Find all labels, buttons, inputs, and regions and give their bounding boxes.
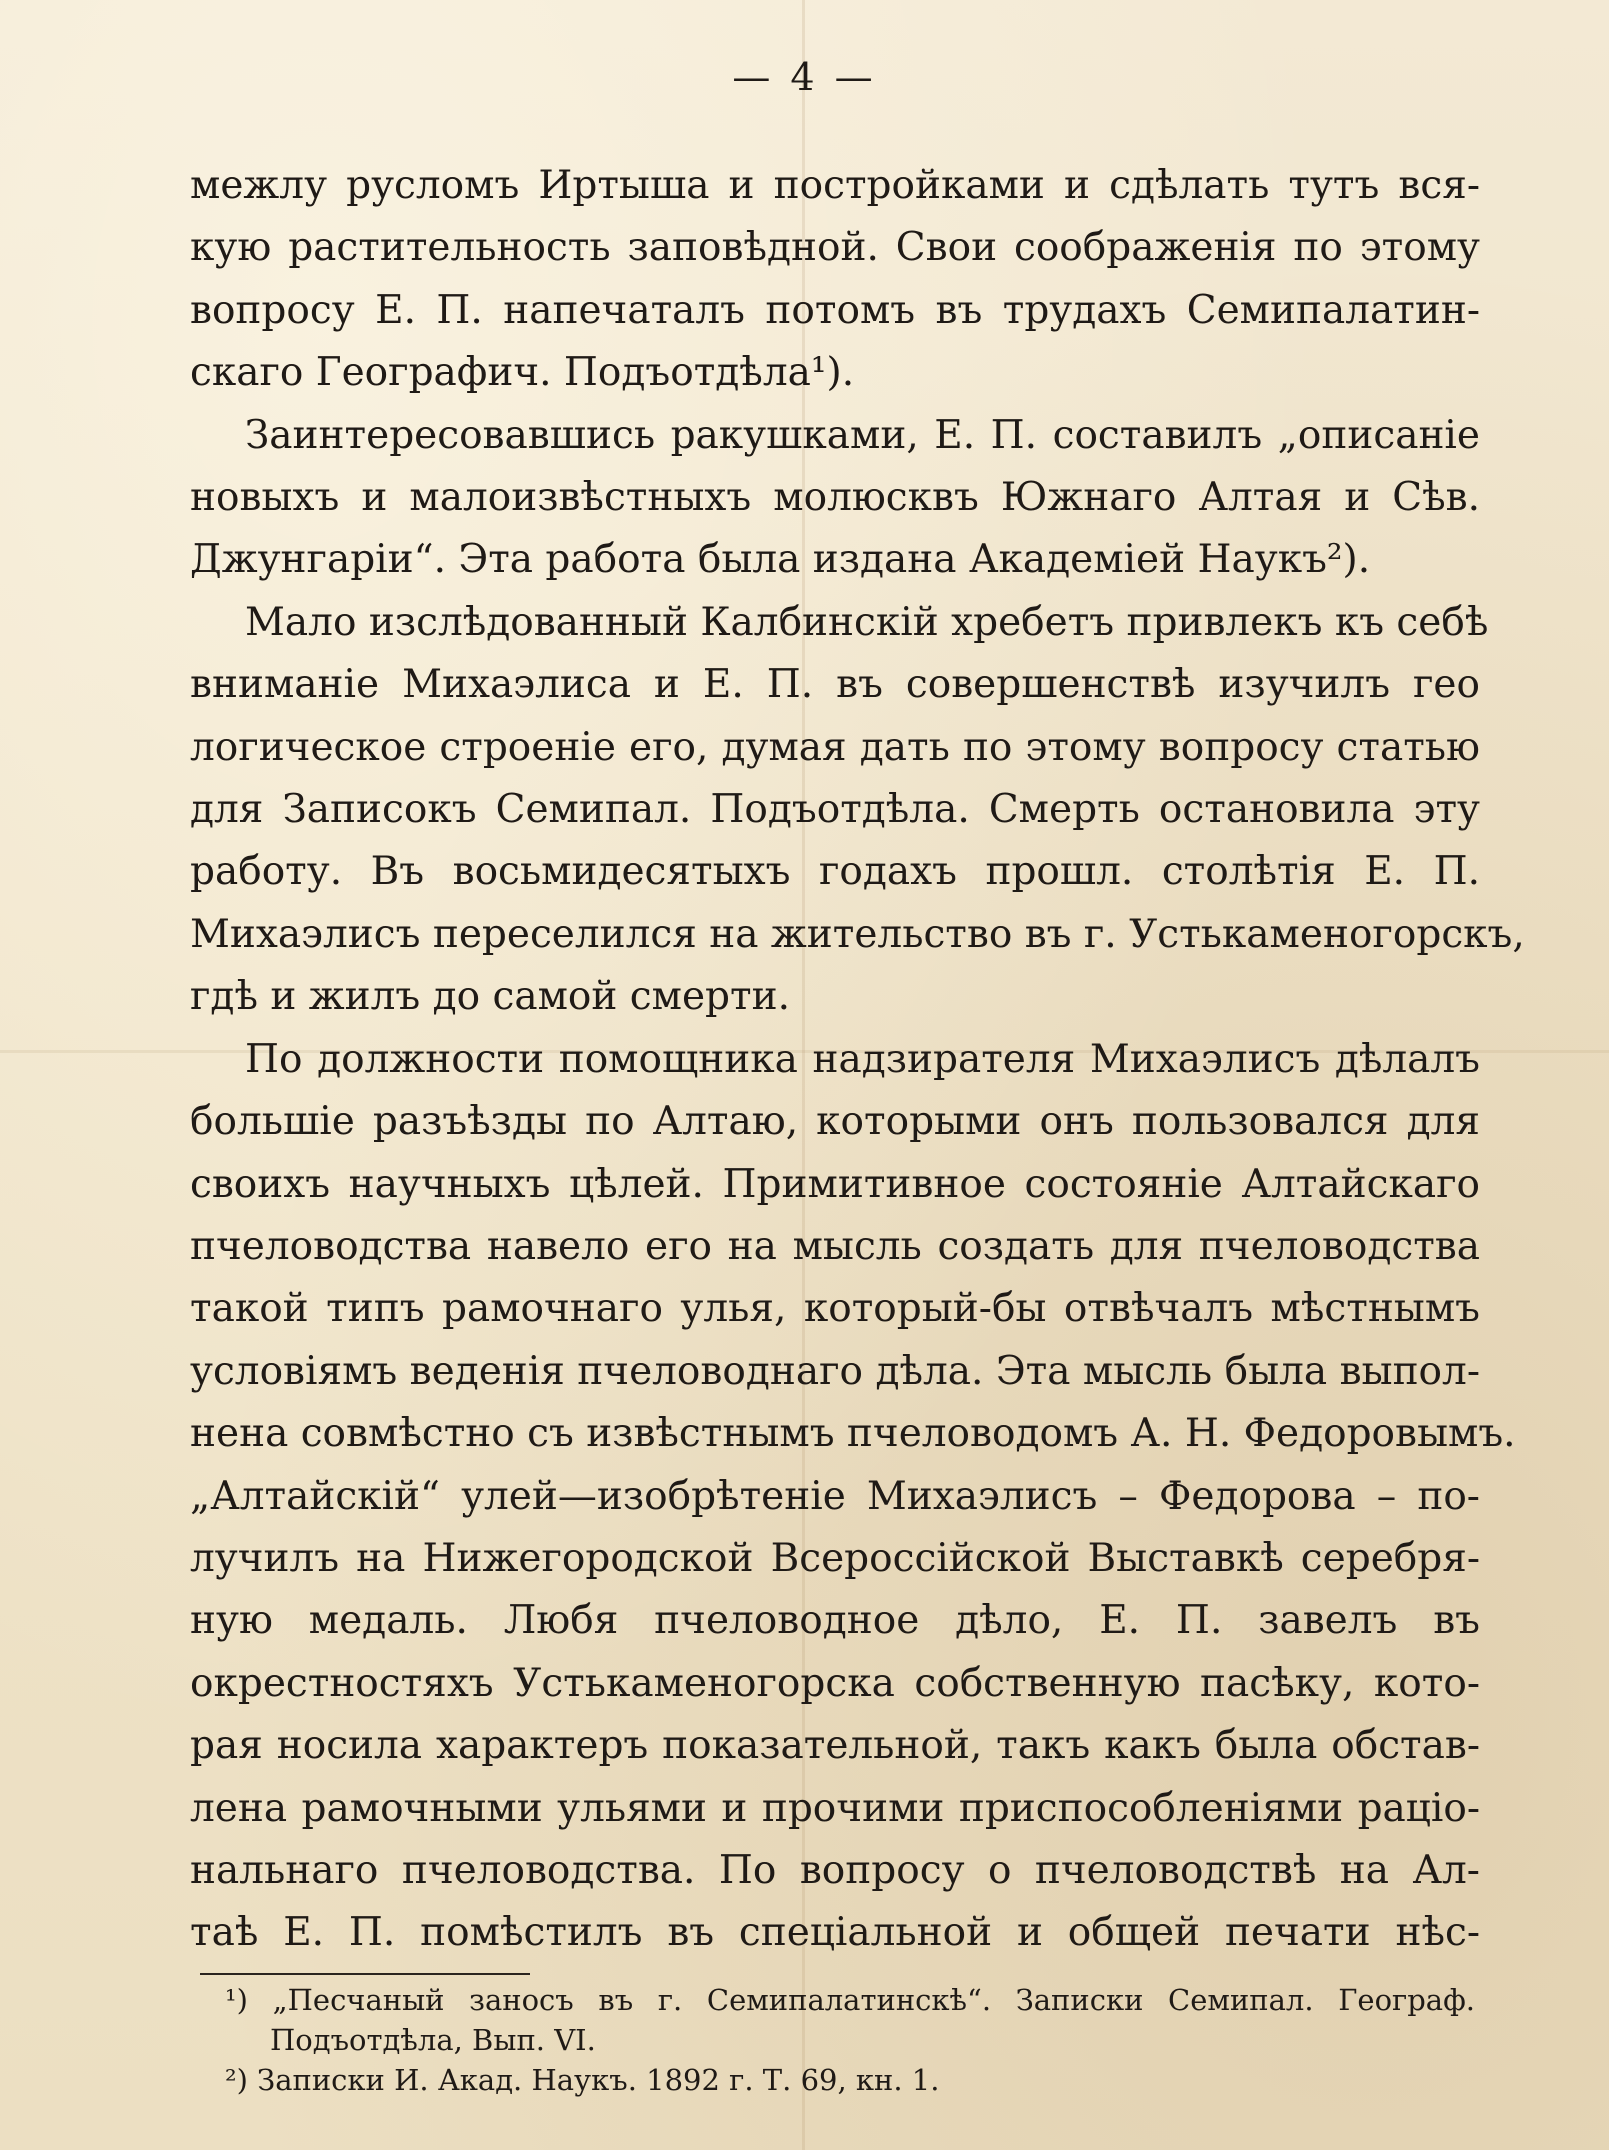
body-line: ную медаль. Любя пчеловодное дѣло, Е. П. завелъ въ <box>190 1598 1480 1644</box>
body-line: работу. Въ восьмидесятыхъ годахъ прошл. столѣтія Е. П. <box>190 849 1480 895</box>
footnote-divider <box>200 1973 530 1975</box>
body-line: Михаэлисъ переселился на жительство въ г. Устькаменогорскъ, <box>190 911 1525 957</box>
body-line: гдѣ и жилъ до самой смерти. <box>190 974 790 1020</box>
body-line: вопросу Е. П. напечаталъ потомъ въ трудахъ Семипалатин- <box>190 287 1480 333</box>
body-line: лена рамочными ульями и прочими приспособленіями раціо- <box>190 1785 1480 1831</box>
body-line: своихъ научныхъ цѣлей. Примитивное состояніе Алтайскаго <box>190 1161 1480 1207</box>
body-line: „Алтайскій“ улей—изобрѣтеніе Михаэлисъ – Федорова – по- <box>190 1473 1480 1519</box>
body-line: таѣ Е. П. помѣстилъ въ спеціальной и общей печати нѣс- <box>190 1910 1480 1956</box>
body-line: окрестностяхъ Устькаменогорска собственную пасѣку, кото- <box>190 1660 1480 1706</box>
body-line: условіямъ веденія пчеловоднаго дѣла. Эта мысль была выпол- <box>190 1348 1480 1394</box>
body-line: пчеловодства навело его на мысль создать для пчеловодства <box>190 1223 1480 1269</box>
paragraph-start-line: Заинтересовавшись ракушками, Е. П. составилъ „описаніе <box>245 412 1480 458</box>
body-text <box>190 155 1525 1965</box>
body-line: нальнаго пчеловодства. По вопросу о пчеловодствѣ на Ал- <box>190 1847 1480 1893</box>
body-line: для Записокъ Семипал. Подъотдѣла. Смерть остановила эту <box>190 787 1480 833</box>
footnote-1: ¹) „Песчаный заносъ въ г. Семипалатинскѣ“. Записки Семипал. Географ. <box>225 1983 1475 2017</box>
paragraph-start-line: Мало изслѣдованный Калбинскій хребетъ привлекъ къ себѣ <box>245 599 1489 645</box>
body-line: рая носила характеръ показательной, такъ какъ была обстав- <box>190 1723 1480 1769</box>
body-line: межлу русломъ Иртыша и постройками и сдѣлать тутъ вся- <box>190 163 1480 208</box>
page-number: — 4 — <box>732 55 877 99</box>
footnotes <box>225 1980 1475 2100</box>
footnote-1-continuation: Подъотдѣла, Вып. VI. <box>270 2023 596 2057</box>
body-line: нена совмѣстно съ извѣстнымъ пчеловодомъ А. Н. Федоровымъ. <box>190 1411 1516 1457</box>
body-line: большіе разъѣзды по Алтаю, которыми онъ пользовался для <box>190 1099 1480 1145</box>
footnote-2: ²) Записки И. Акад. Наукъ. 1892 г. Т. 69, кн. 1. <box>225 2063 940 2097</box>
body-line: скаго Географич. Подъотдѣла¹). <box>190 350 855 396</box>
body-line: Джунгаріи“. Эта работа была издана Академіей Наукъ²). <box>190 537 1371 583</box>
body-line: новыхъ и малоизвѣстныхъ молюсквъ Южнаго Алтая и Сѣв. <box>190 475 1480 521</box>
paragraph-start-line: По должности помощника надзирателя Михаэлисъ дѣлалъ <box>245 1036 1480 1082</box>
body-line: логическое строеніе его, думая дать по этому вопросу статью <box>190 724 1480 770</box>
body-line: лучилъ на Нижегородской Всероссійской Выставкѣ серебря- <box>190 1535 1480 1581</box>
body-line: кую растительность заповѣдной. Свои соображенія по этому <box>190 225 1480 271</box>
body-line: такой типъ рамочнаго улья, который-бы отвѣчалъ мѣстнымъ <box>190 1286 1480 1332</box>
body-line: вниманіе Михаэлиса и Е. П. въ совершенствѣ изучилъ гео <box>190 662 1480 708</box>
